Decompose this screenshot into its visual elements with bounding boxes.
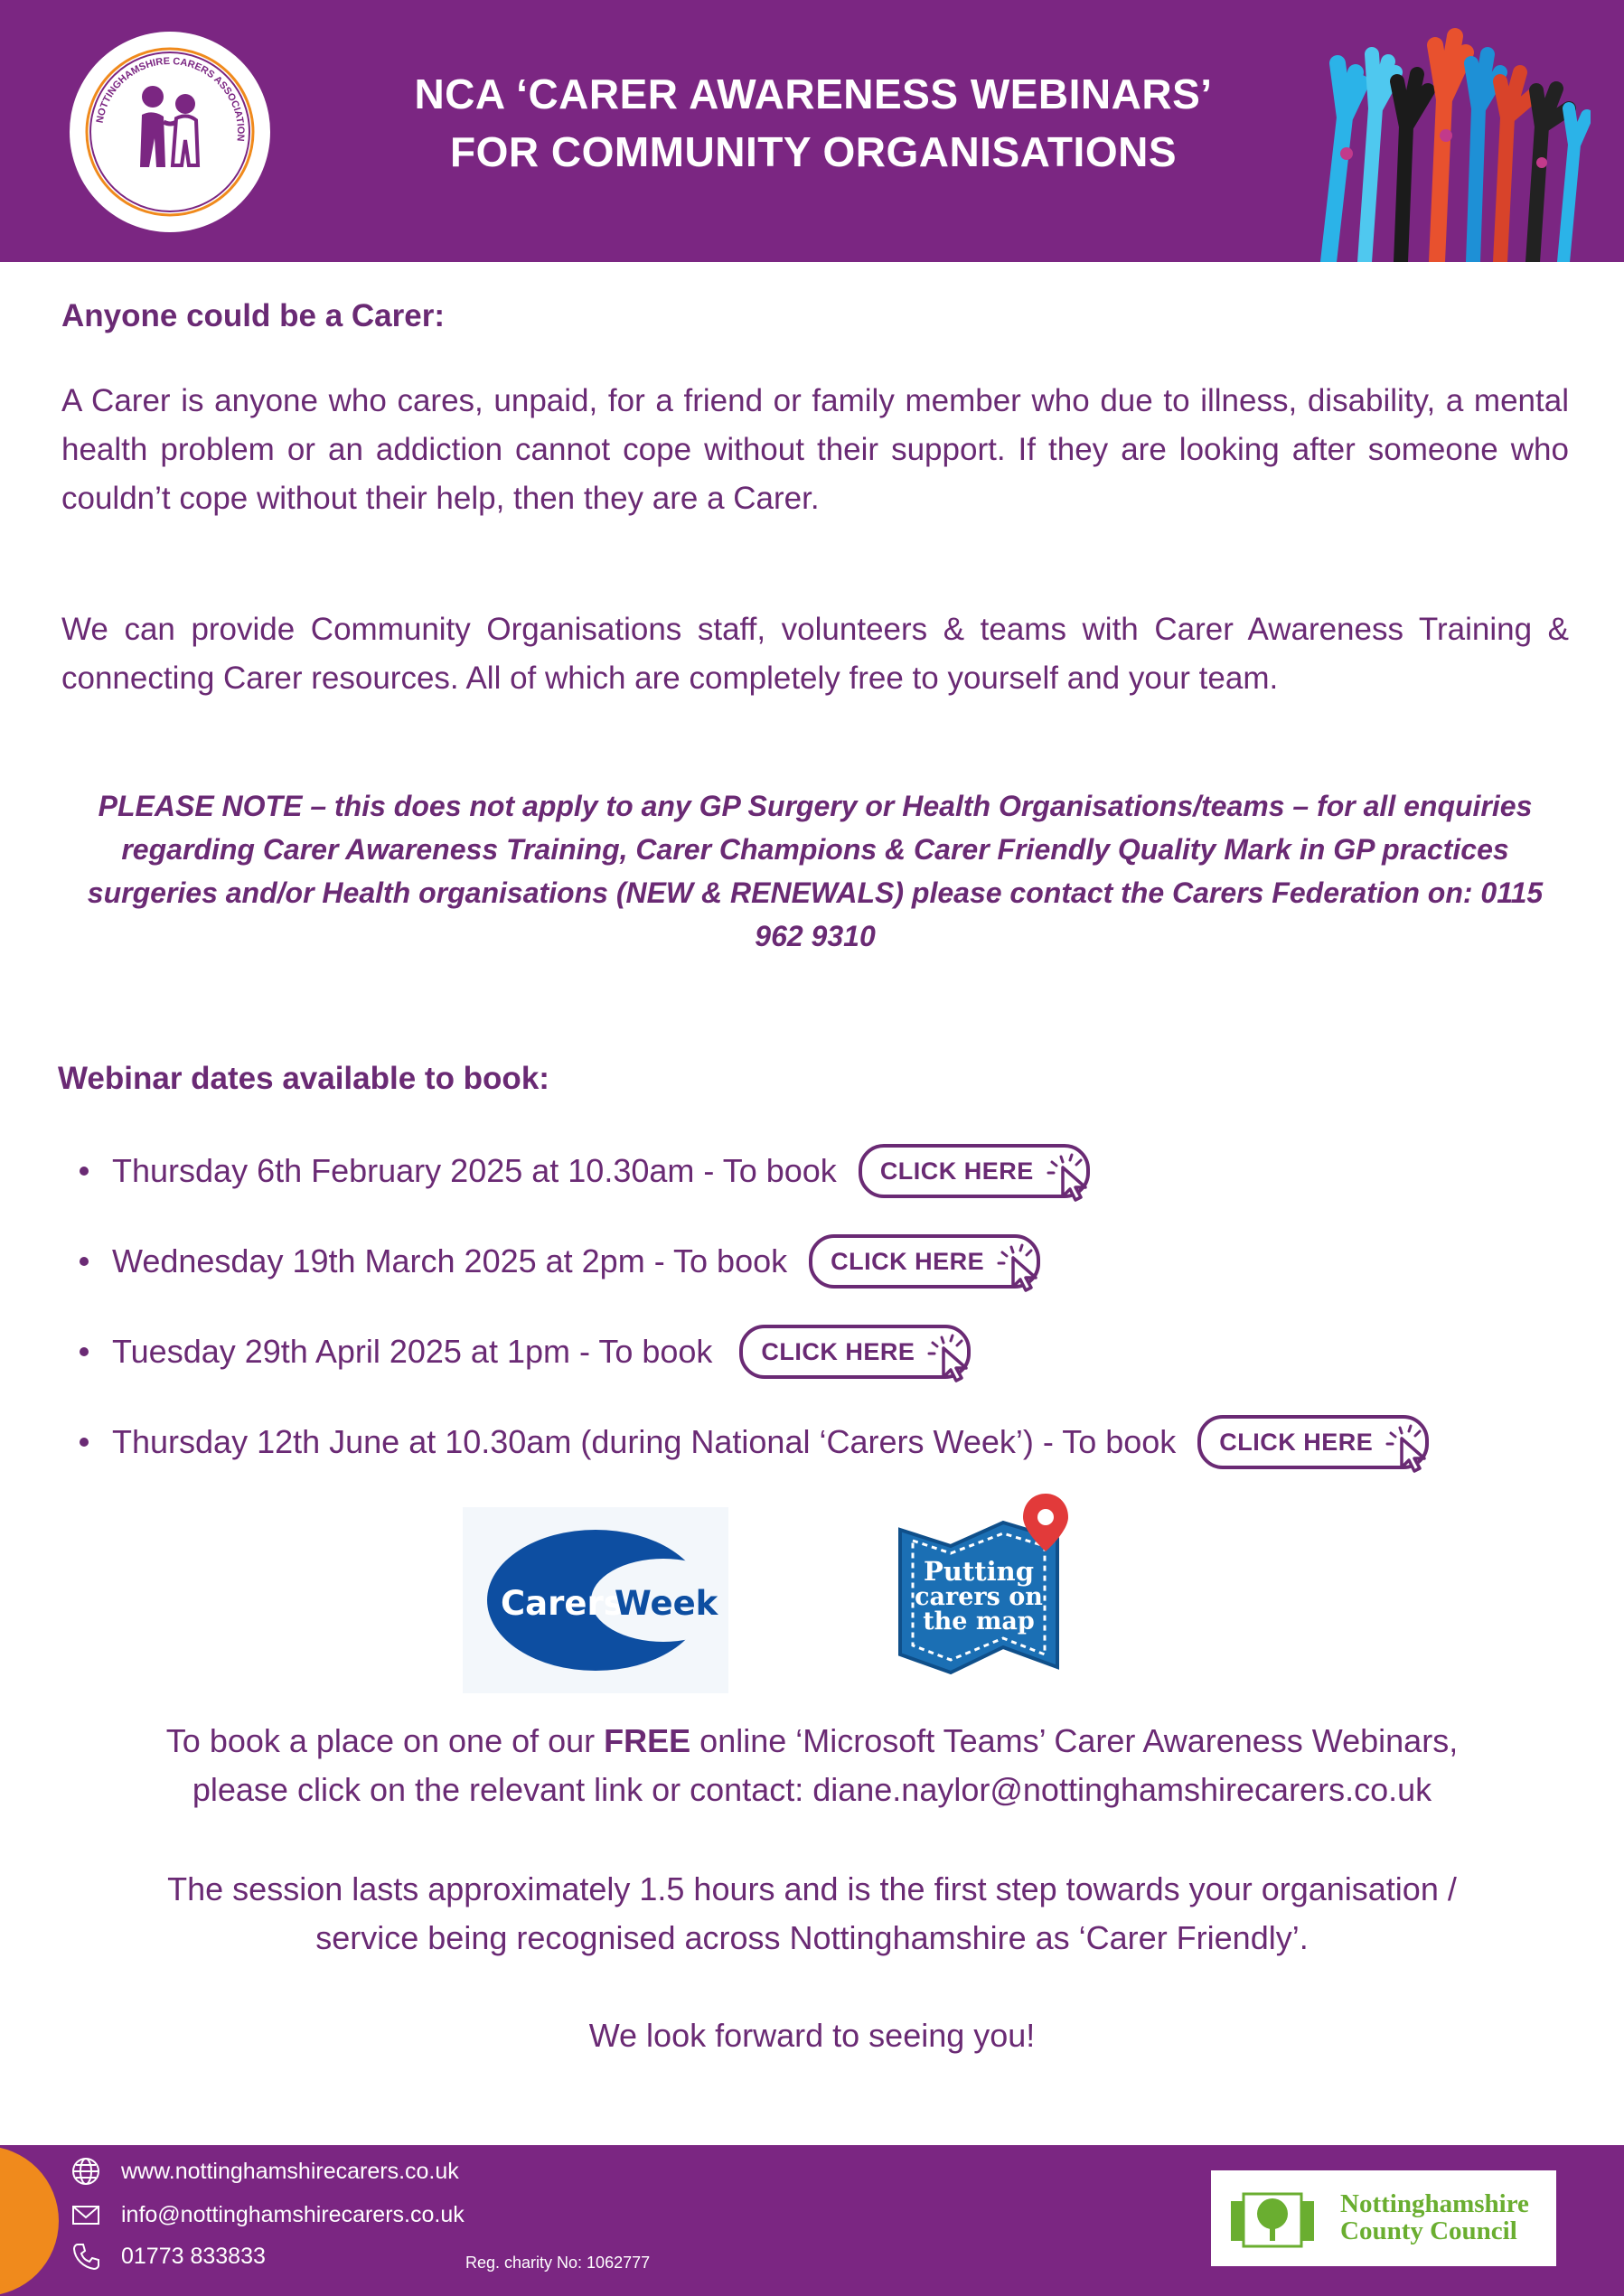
title-line-2: FOR COMMUNITY ORGANISATIONS [449,128,1177,175]
cursor-click-icon [993,1240,1047,1294]
map-logo-line-3: the map [923,1607,1035,1635]
please-note: PLEASE NOTE – this does not apply to any GP Surgery or Health Organisations/teams – for all enquiries regarding Carer Awareness Training, Carer Champions & Carer Friendly Quality Mark in GP practices surgeries and/or Health organisations (NEW & RENEWALS) please contact the Carers Federation on: 0115 962 9310 [87,790,1544,952]
cursor-click-icon [924,1330,978,1384]
email-link[interactable]: info@nottinghamshirecarers.co.uk [121,2201,465,2227]
cursor-click-icon [1043,1149,1097,1204]
free-emphasis: FREE [604,1722,691,1759]
website-contact [70,2156,459,2187]
bullet [80,1438,89,1447]
council-line-1: Nottinghamshire [1340,2189,1529,2218]
click-here-label: CLICK HERE [761,1337,915,1365]
council-tree-icon [1211,2170,1338,2266]
bullet [80,1257,89,1266]
webinar-item [80,1307,1616,1397]
phone-contact [70,2241,266,2272]
click-here-button[interactable] [739,1325,971,1379]
webinar-date-text: Wednesday 19th March 2025 at 2pm - To book [112,1242,788,1279]
booking-info [36,1717,1588,1814]
envelope-icon [70,2199,101,2230]
email-contact [70,2199,465,2230]
header-banner [0,0,1624,262]
click-here-label: CLICK HERE [831,1247,985,1275]
webinar-date-text: Thursday 6th February 2025 at 10.30am - To book [112,1152,837,1189]
session-line-1: The session lasts approximately 1.5 hours and is the first step towards your organisation / [167,1870,1457,1907]
session-info [36,1865,1588,1963]
click-here-button[interactable] [1197,1415,1429,1469]
phone-number: 01773 833833 [121,2243,266,2269]
map-logo-line-1: Putting [923,1556,1035,1587]
intro-heading: Anyone could be a Carer: [61,298,445,333]
webinar-date-text: Thursday 12th June at 10.30am (during National ‘Carers Week’) - To book [112,1423,1177,1460]
bullet [80,1167,89,1176]
council-logo [1211,2170,1556,2266]
booking-line-1-pre: To book a place on one of our [165,1722,605,1759]
svg-text:NOTTINGHAMSHIRE CARERS ASSOCIA: NOTTINGHAMSHIRE CARERS ASSOCIATION [94,55,247,142]
bullet [80,1347,89,1356]
carers-week-logo [463,1507,728,1693]
council-name [1340,2190,1529,2244]
session-line-2: service being recognised across Nottinghamshire as ‘Carer Friendly’. [315,1919,1309,1956]
webinar-date-text: Tuesday 29th April 2025 at 1pm - To book [112,1333,713,1370]
nca-logo-mark [70,32,270,232]
cursor-click-icon [1382,1420,1436,1475]
booking-line-2: please click on the relevant link or contact: diane.naylor@nottinghamshirecarers.co.uk [192,1771,1432,1808]
closing-line: We look forward to seeing you! [588,2017,1036,2054]
website-link[interactable]: www.nottinghamshirecarers.co.uk [121,2158,459,2184]
webinar-item [80,1216,1616,1307]
webinar-item [80,1126,1616,1216]
booking-line-1 [36,1717,1588,1766]
title-line-1: NCA ‘CARER AWARENESS WEBINARS’ [414,70,1213,117]
phone-icon [70,2241,101,2272]
carers-week-text-1: Carers [501,1584,624,1623]
charity-number: Reg. charity No: 1062777 [465,2254,651,2272]
webinar-item [80,1397,1616,1487]
click-here-label: CLICK HERE [879,1157,1034,1185]
intro-paragraph-2: We can provide Community Organisations staff, volunteers & teams with Carer Awareness Training & connecting Carer resources. All of which are completely free to yourself and your team. [61,612,1569,696]
putting-carers-on-map-logo [895,1486,1075,1685]
carers-week-text-2: Week [615,1584,718,1623]
click-here-button[interactable] [809,1234,1040,1289]
globe-icon [70,2156,101,2187]
webinars-heading: Webinar dates available to book: [58,1061,549,1096]
click-here-button[interactable] [859,1144,1090,1198]
booking-line-1-post: online ‘Microsoft Teams’ Carer Awareness Webinars, [690,1722,1459,1759]
council-line-2: County Council [1340,2216,1517,2245]
raised-hands-illustration [1319,9,1591,262]
intro-paragraph-1: A Carer is anyone who cares, unpaid, for a friend or family member who due to illness, disability, a mental health problem or an addiction cannot cope without their support. If they are looking after someone who couldn’t cope without their help, then they are a Carer. [61,383,1569,516]
click-here-label: CLICK HERE [1219,1428,1374,1456]
page-title [325,65,1301,181]
map-logo-line-2: carers on [915,1583,1043,1611]
webinar-dates-list [80,1126,1616,1487]
nca-logo [70,32,270,232]
carers-week-mark [463,1507,728,1693]
